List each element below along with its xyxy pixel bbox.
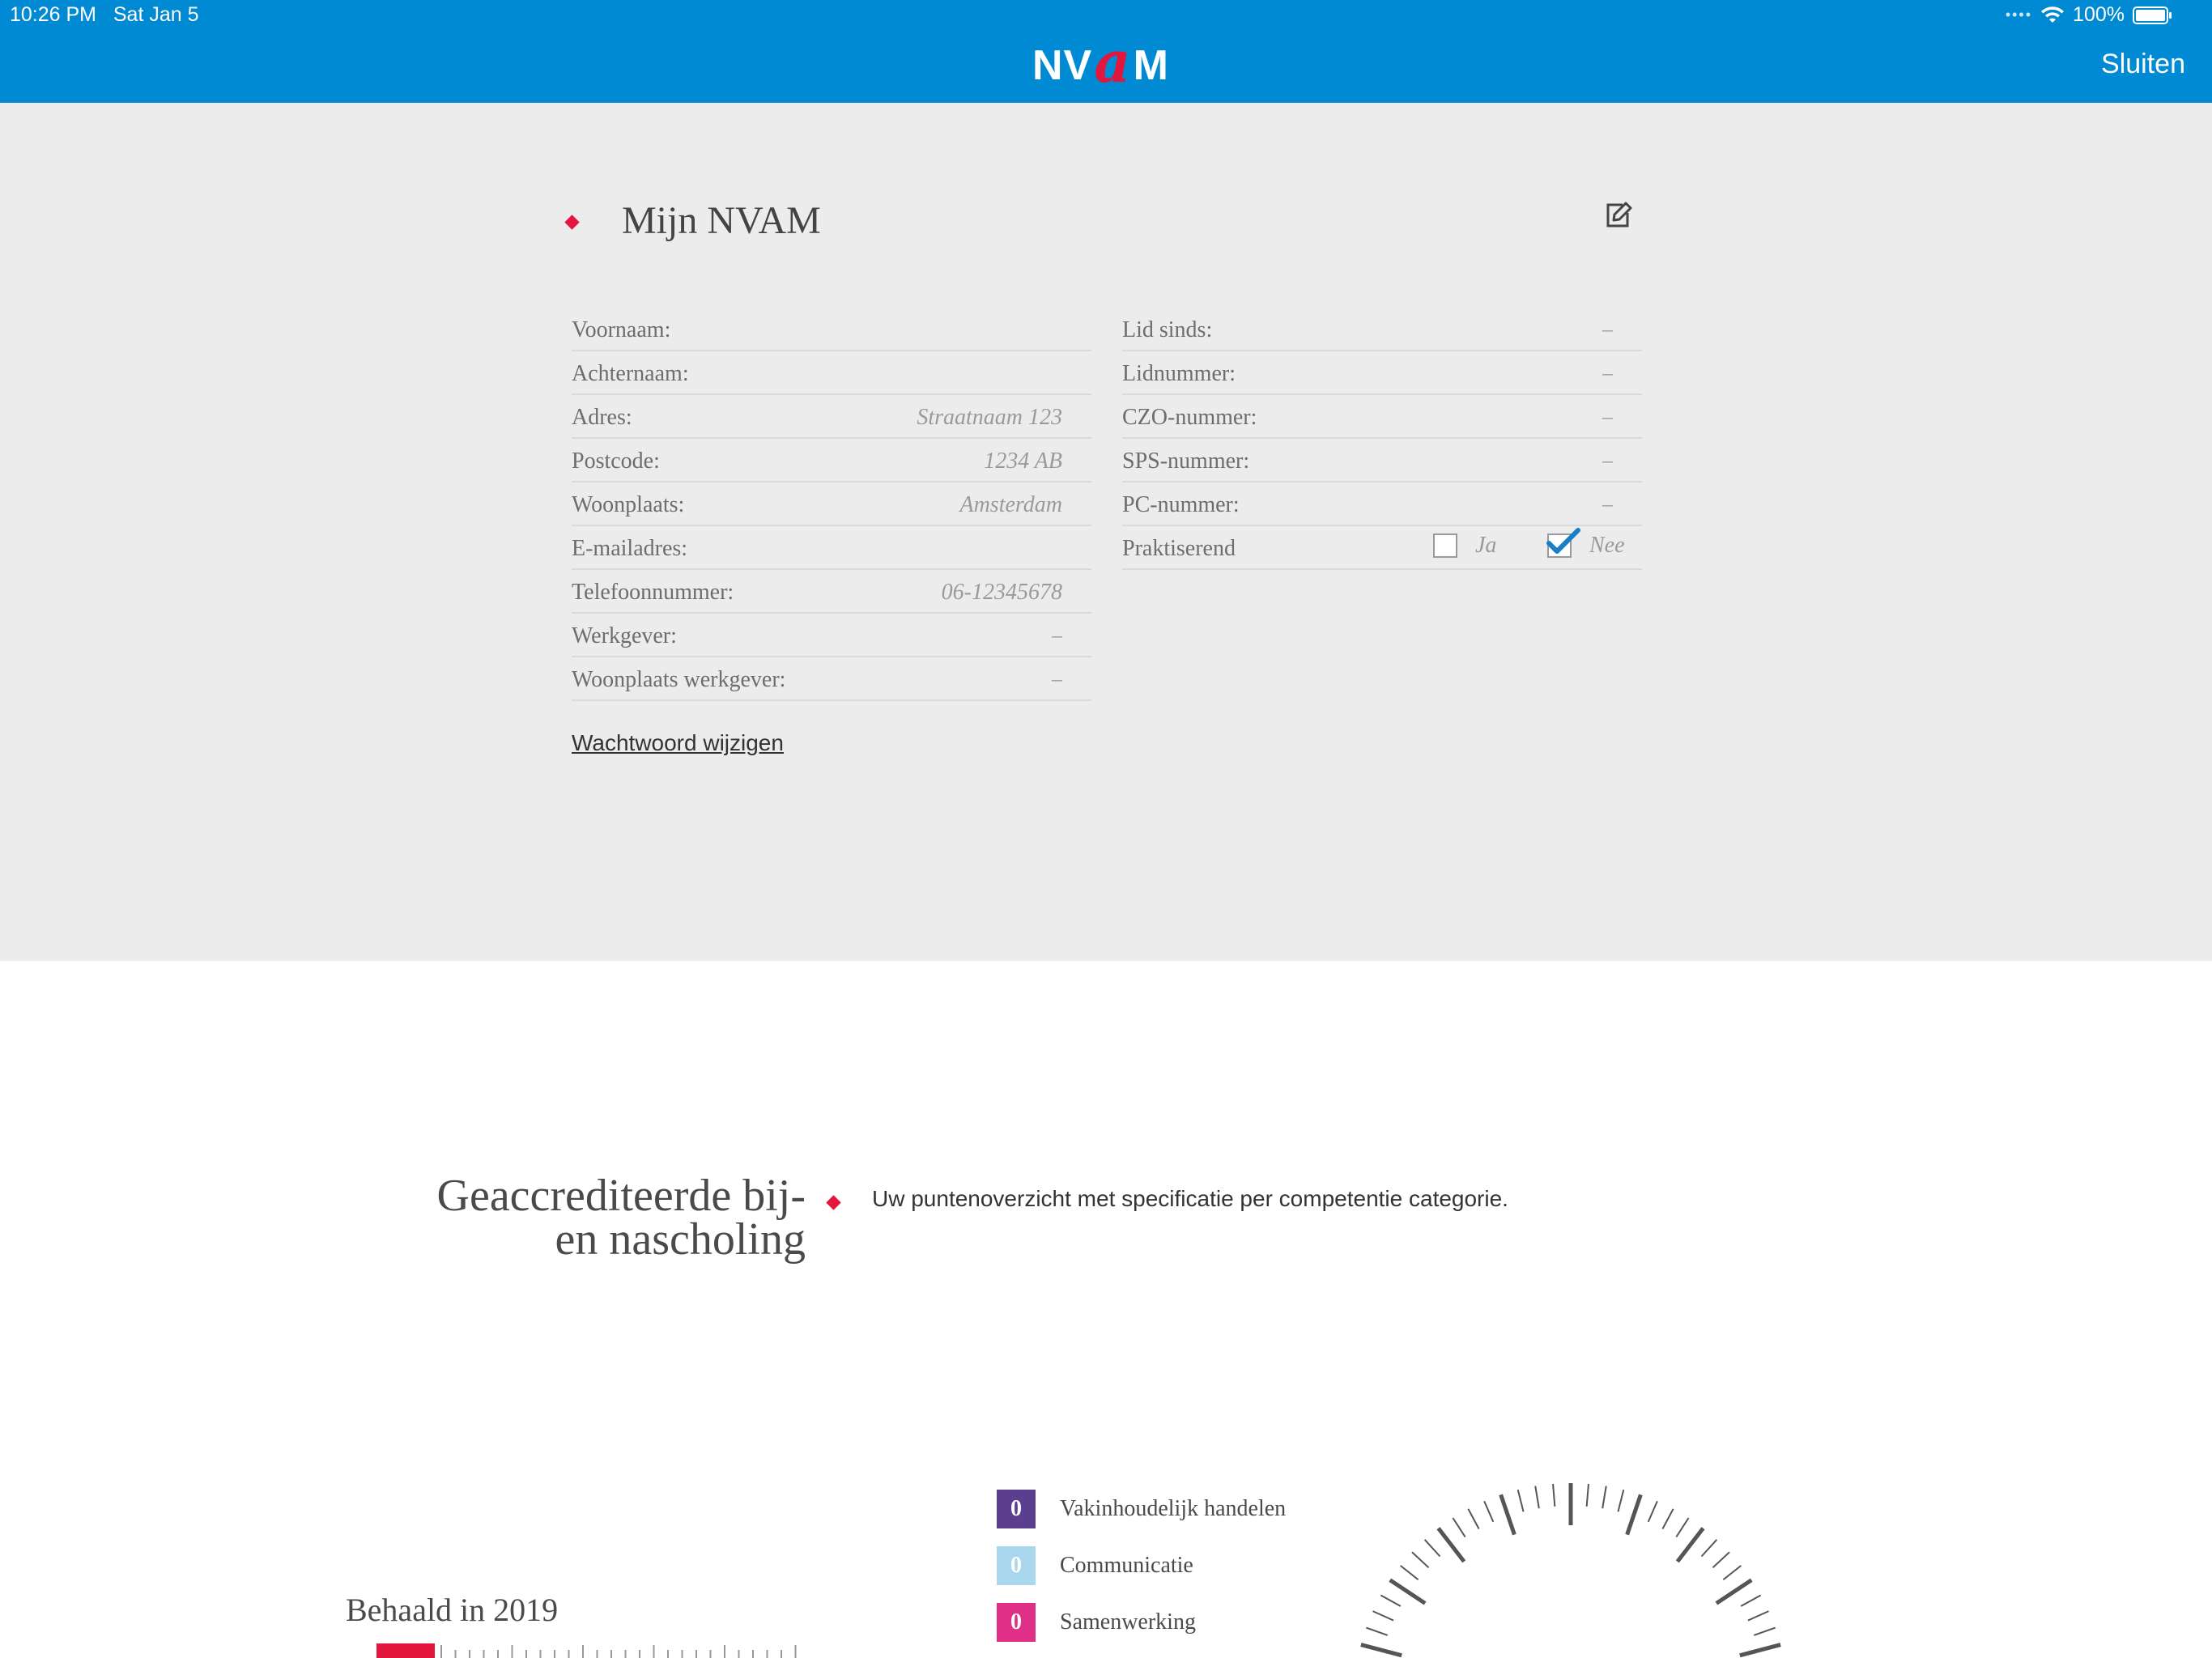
gauge-major-tick xyxy=(1501,1494,1515,1534)
gauge-major-tick xyxy=(1390,1580,1425,1604)
legend-count-badge: 0 xyxy=(997,1546,1036,1585)
field-postcode[interactable]: Postcode: 1234 AB xyxy=(572,439,1091,483)
field-woonplaats[interactable]: Woonplaats: Amsterdam xyxy=(572,483,1091,526)
gauge-major-tick xyxy=(1740,1645,1780,1656)
ja-checkbox[interactable] xyxy=(1433,534,1457,558)
profile-panel xyxy=(0,103,2212,961)
close-button[interactable]: Sluiten xyxy=(2101,49,2185,79)
field-emailadres[interactable]: E-mailadres: xyxy=(572,526,1091,570)
legend-samenwerking: 0 Samenwerking xyxy=(997,1603,1196,1642)
accreditation-title: Geaccrediteerde bij- en nascholing xyxy=(436,1171,806,1265)
field-czo-nummer: CZO-nummer: – xyxy=(1122,395,1642,439)
behaald-label: Behaald in 2019 xyxy=(346,1592,559,1628)
gauge-minor-tick xyxy=(1373,1611,1394,1620)
gauge-minor-tick xyxy=(1453,1518,1465,1537)
gauge-minor-tick xyxy=(1754,1628,1775,1635)
gauge-major-tick xyxy=(1627,1494,1641,1534)
legend-vakinhoudelijk: 0 Vakinhoudelijk handelen xyxy=(997,1490,1286,1528)
field-werkgever[interactable]: Werkgever: – xyxy=(572,614,1091,657)
legend-count-badge: 0 xyxy=(997,1603,1036,1642)
gauge-minor-tick xyxy=(1748,1611,1769,1620)
gauge-minor-tick xyxy=(1401,1566,1419,1579)
gauge-minor-tick xyxy=(1468,1509,1478,1529)
field-woonplaats-werkgever[interactable]: Woonplaats werkgever: – xyxy=(572,657,1091,701)
field-telefoonnummer[interactable]: Telefoonnummer: 06-12345678 xyxy=(572,570,1091,614)
gauge-minor-tick xyxy=(1553,1484,1555,1507)
nvam-logo: NV a M xyxy=(1032,28,1169,96)
gauge-minor-tick xyxy=(1535,1486,1539,1509)
gauge-minor-tick xyxy=(1676,1518,1688,1537)
signal-icon: •••• xyxy=(2005,6,2033,23)
praktiserend-ja[interactable]: Ja xyxy=(1433,533,1496,559)
gauge-major-tick xyxy=(1361,1645,1402,1656)
battery-icon xyxy=(2133,6,2173,25)
field-sps-nummer: SPS-nummer: – xyxy=(1122,439,1642,483)
field-praktiserend: Praktiserend Ja Nee xyxy=(1122,526,1642,570)
wifi-icon xyxy=(2040,6,2065,24)
gauge-minor-tick xyxy=(1602,1486,1606,1509)
field-adres[interactable]: Adres: Straatnaam 123 xyxy=(572,395,1091,439)
legend-count-badge: 0 xyxy=(997,1490,1036,1528)
field-voornaam[interactable]: Voornaam: xyxy=(572,308,1091,351)
gauge-major-tick xyxy=(1678,1528,1704,1562)
gauge-minor-tick xyxy=(1366,1628,1387,1635)
nee-checkbox[interactable] xyxy=(1547,534,1572,558)
field-lidnummer: Lidnummer: – xyxy=(1122,351,1642,395)
gauge-minor-tick xyxy=(1484,1501,1493,1522)
gauge-major-tick xyxy=(1438,1528,1464,1562)
gauge-minor-tick xyxy=(1648,1501,1657,1522)
page-title: Mijn NVAM xyxy=(622,199,821,242)
gauge-minor-tick xyxy=(1518,1490,1524,1511)
gauge-minor-tick xyxy=(1741,1595,1761,1606)
gauge-minor-tick xyxy=(1618,1490,1623,1511)
gauge-minor-tick xyxy=(1587,1484,1589,1507)
change-password-link[interactable]: Wachtwoord wijzigen xyxy=(572,730,784,755)
legend-communicatie: 0 Communicatie xyxy=(997,1546,1193,1585)
edit-icon[interactable] xyxy=(1603,198,1636,231)
status-clock: 10:26 PM Sat Jan 5 xyxy=(10,3,199,26)
gauge-minor-tick xyxy=(1723,1566,1741,1579)
progress-ruler xyxy=(376,1635,806,1658)
points-gauge xyxy=(1344,1457,1797,1658)
praktiserend-nee[interactable]: Nee xyxy=(1547,533,1625,559)
gauge-minor-tick xyxy=(1713,1552,1729,1567)
field-achternaam[interactable]: Achternaam: xyxy=(572,351,1091,395)
membership-fields xyxy=(1122,308,1642,570)
section-diamond-icon xyxy=(826,1195,840,1209)
gauge-minor-tick xyxy=(1702,1540,1717,1557)
checkmark-icon xyxy=(1546,527,1581,556)
top-bar xyxy=(0,0,2212,103)
gauge-major-tick xyxy=(1716,1580,1751,1604)
field-lid-sinds: Lid sinds: – xyxy=(1122,308,1642,351)
field-pc-nummer: PC-nummer: – xyxy=(1122,483,1642,526)
accreditation-description: Uw puntenoverzicht met specificatie per competentie categorie. xyxy=(872,1186,1508,1211)
battery-percentage: 100% xyxy=(2073,3,2125,26)
gauge-minor-tick xyxy=(1380,1595,1401,1606)
gauge-minor-tick xyxy=(1425,1540,1440,1557)
status-indicators xyxy=(2006,3,2173,27)
personal-fields xyxy=(572,308,1091,701)
gauge-minor-tick xyxy=(1662,1509,1673,1529)
gauge-minor-tick xyxy=(1412,1552,1428,1567)
